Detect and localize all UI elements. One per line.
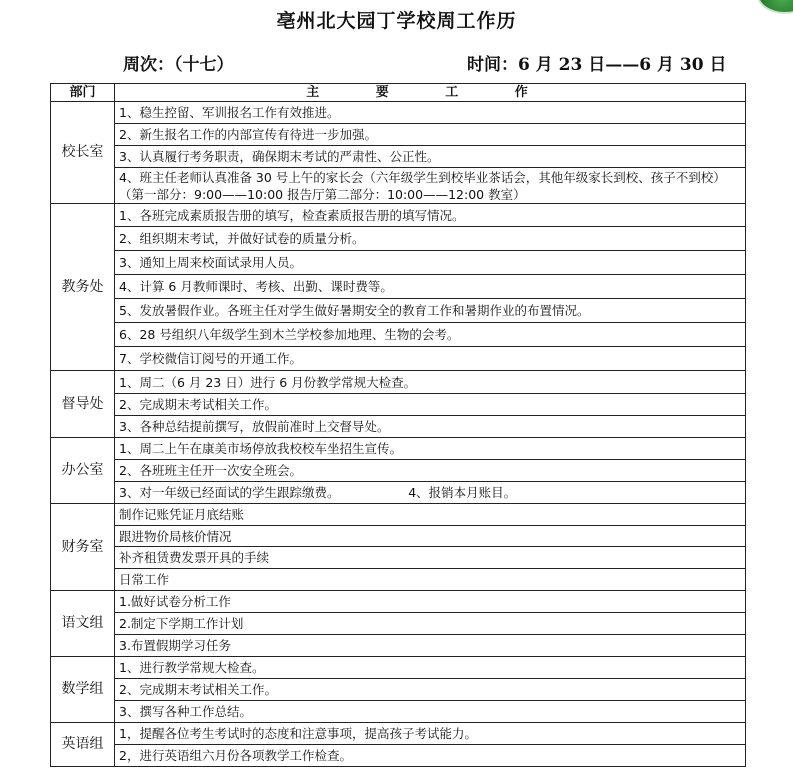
- work-item-cell: 2、完成期末考试相关工作。: [115, 679, 746, 701]
- work-item-cell: 2，进行英语组六月份各项教学工作检查。: [115, 745, 746, 767]
- table-row: [51, 394, 746, 416]
- table-row: [51, 547, 746, 569]
- work-item-cell: 5、发放暑假作业。各班主任对学生做好暑期安全的教育工作和暑期作业的布置情况。: [115, 299, 746, 323]
- table-row: [51, 657, 746, 679]
- table-row: [51, 323, 746, 347]
- work-item-cell: 3、各种总结提前撰写，放假前准时上交督导处。: [115, 416, 746, 438]
- table-row: [51, 299, 746, 323]
- work-item-cell: 4、班主任老师认真准备 30 号上午的家长会（六年级学生到校毕业茶话会，其他年级家长到校、孩子不到校）（第一部分：9:00——10:00 报告厅第二部分：10:00——12:00 教室）: [115, 168, 746, 204]
- table-row: [51, 460, 746, 482]
- table-row: [51, 569, 746, 591]
- work-item-cell: 1、各班完成素质报告册的填写，检查素质报告册的填写情况。: [115, 204, 746, 227]
- table-row: [51, 275, 746, 299]
- work-item-cell: 2、各班班主任开一次安全班会。: [115, 460, 746, 482]
- table-row: [51, 613, 746, 635]
- table-row: [51, 635, 746, 657]
- dept-cell: 数学组: [51, 657, 115, 723]
- work-item-cell: 7、学校微信订阅号的开通工作。: [115, 347, 746, 371]
- table-row: [51, 504, 746, 526]
- table-row: [51, 124, 746, 146]
- table-row: [51, 438, 746, 460]
- dept-cell: 教务处: [51, 204, 115, 371]
- work-item-cell: 1、进行教学常规大检查。: [115, 657, 746, 679]
- work-schedule-table: [50, 83, 746, 767]
- dept-column-header: 部门: [51, 84, 115, 102]
- table-row: [51, 745, 746, 767]
- dept-cell: 校长室: [51, 102, 115, 204]
- work-item-cell: 2、完成期末考试相关工作。: [115, 394, 746, 416]
- work-item-cell: 1、周二上午在康美市场停放我校校车坐招生宣传。: [115, 438, 746, 460]
- work-item-cell: 3.布置假期学习任务: [115, 635, 746, 657]
- work-item-cell: 6、28 号组织八年级学生到木兰学校参加地理、生物的会考。: [115, 323, 746, 347]
- table-row: [51, 146, 746, 168]
- work-item-cell: 跟进物价局核价情况: [115, 526, 746, 547]
- table-row: [51, 416, 746, 438]
- work-item-cell: 2、新生报名工作的内部宣传有待进一步加强。: [115, 124, 746, 146]
- table-row: [51, 591, 746, 613]
- table-row: [51, 102, 746, 124]
- work-item-cell: 2、组织期末考试，并做好试卷的质量分析。: [115, 227, 746, 251]
- table-row: [51, 723, 746, 745]
- table-row: [51, 347, 746, 371]
- table-row: [51, 371, 746, 394]
- table-row: [51, 679, 746, 701]
- table-row: [51, 168, 746, 204]
- work-item-cell: 制作记账凭证月底结账: [115, 504, 746, 526]
- table-row: [51, 204, 746, 227]
- dept-cell: 办公室: [51, 438, 115, 504]
- work-item-cell: 4、计算 6 月教师课时、考核、出勤、课时费等。: [115, 275, 746, 299]
- table-row: [51, 251, 746, 275]
- table-header-row: [51, 84, 746, 102]
- dept-cell: 语文组: [51, 591, 115, 657]
- table-row: [51, 227, 746, 251]
- date-range: 时间：6 月 23 日——6 月 30 日: [467, 55, 727, 75]
- dept-cell: 督导处: [51, 371, 115, 438]
- work-item-cell: 1、稳生控留、军训报名工作有效推进。: [115, 102, 746, 124]
- work-item-cell: 1，提醒各位考生考试时的态度和注意事项，提高孩子考试能力。: [115, 723, 746, 745]
- work-item-cell: 3、认真履行考务职责，确保期末考试的严肃性、公正性。: [115, 146, 746, 168]
- work-column-header: 主 要 工 作: [115, 84, 746, 102]
- work-item-cell: 3、撰写各种工作总结。: [115, 701, 746, 723]
- work-item-cell: 3、通知上周来校面试录用人员。: [115, 251, 746, 275]
- work-item-cell: 3、对一年级已经面试的学生跟踪缴费。 4、报销本月账目。: [115, 482, 746, 504]
- week-number: 周次：（十七）: [123, 55, 234, 75]
- dept-cell: 财务室: [51, 504, 115, 591]
- work-item-cell: 1.做好试卷分析工作: [115, 591, 746, 613]
- page-title: 亳州北大园丁学校周工作历: [276, 10, 517, 32]
- table-row: [51, 701, 746, 723]
- table-row: [51, 482, 746, 504]
- table-row: [51, 526, 746, 547]
- work-item-cell: 补齐租赁费发票开具的手续: [115, 547, 746, 569]
- work-item-cell: 2.制定下学期工作计划: [115, 613, 746, 635]
- dept-cell: 英语组: [51, 723, 115, 767]
- work-item-cell: 1、周二（6 月 23 日）进行 6 月份教学常规大检查。: [115, 371, 746, 394]
- work-item-cell: 日常工作: [115, 569, 746, 591]
